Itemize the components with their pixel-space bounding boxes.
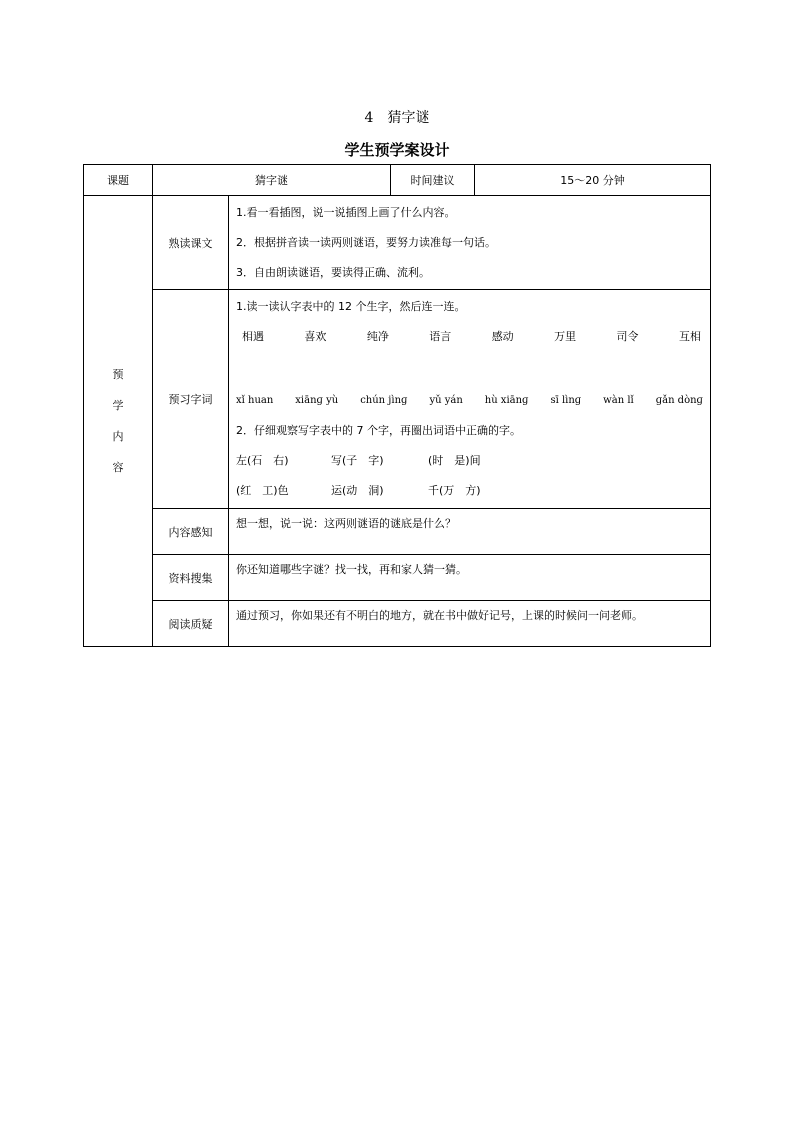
- section-label-reading: 熟读课文: [153, 196, 229, 290]
- side-char: 学: [112, 399, 124, 412]
- vocab-content: [229, 290, 711, 509]
- topic-value: 猜字谜: [153, 165, 391, 196]
- vocab-task-2: 2．仔细观察写字表中的 7 个字，再圈出词语中正确的字。: [236, 424, 521, 437]
- time-value: 15～20 分钟: [475, 165, 711, 196]
- pinyin: wàn lǐ: [603, 395, 634, 406]
- pinyin: ɡǎn dònɡ: [655, 395, 703, 406]
- reading-item: 3．自由朗读谜语，要读得正确、流利。: [236, 266, 430, 279]
- collect-content: [229, 555, 711, 601]
- topic-label: 课题: [84, 165, 153, 196]
- word: 相遇: [242, 330, 264, 343]
- vocab-task-1: 1.读一读认字表中的 12 个生字，然后连一连。: [236, 300, 466, 313]
- word: 司令: [616, 330, 639, 343]
- pinyin: xiānɡ yù: [295, 395, 339, 406]
- pick-item: (时 是)间: [428, 454, 481, 467]
- side-label: [84, 196, 153, 647]
- section-collect: [84, 555, 711, 601]
- section-reading: [84, 196, 711, 290]
- section-perceive: [84, 509, 711, 555]
- section-label-question: 阅读质疑: [153, 601, 229, 647]
- word: 万里: [554, 330, 577, 343]
- preview-table: [83, 164, 711, 647]
- matching-space: [236, 352, 710, 386]
- section-label-collect: 资料搜集: [153, 555, 229, 601]
- word: 喜欢: [304, 330, 327, 343]
- pick-row: [236, 476, 710, 506]
- pick-item: 左(石 右): [236, 454, 289, 467]
- section-vocab: [84, 290, 711, 509]
- side-char: 预: [112, 368, 124, 381]
- question-content: [229, 601, 711, 647]
- reading-content: [229, 196, 711, 290]
- word: 纯净: [366, 330, 389, 343]
- reading-item: 1.看一看插图，说一说插图上画了什么内容。: [236, 206, 456, 219]
- question-text: 通过预习，你如果还有不明白的地方，就在书中做好记号，上课的时候问一问老师。: [236, 609, 643, 622]
- lesson-name: 猜字谜: [387, 110, 430, 126]
- word: 语言: [429, 330, 452, 343]
- side-char: 内: [112, 430, 124, 443]
- pinyin: chún jìnɡ: [360, 395, 408, 406]
- collect-text: 你还知道哪些字谜？找一找，再和家人猜一猜。: [236, 563, 467, 576]
- pick-item: (红 工)色: [236, 484, 289, 497]
- section-label-perceive: 内容感知: [153, 509, 229, 555]
- reading-item: 2．根据拼音读一读两则谜语，要努力读准每一句话。: [236, 236, 496, 249]
- lesson-title: [0, 107, 794, 127]
- info-row: [84, 165, 711, 196]
- word: 感动: [491, 330, 514, 343]
- pick-item: 写(子 字): [331, 454, 384, 467]
- pinyin-list: [236, 386, 710, 416]
- word: 互相: [678, 330, 701, 343]
- pick-row: [236, 446, 710, 476]
- section-label-vocab: 预习字词: [153, 290, 229, 509]
- pick-item: 运(动 洞): [331, 484, 384, 497]
- word-list: [236, 322, 710, 352]
- sheet-title: 学生预学案设计: [344, 141, 450, 159]
- perceive-content: [229, 509, 711, 555]
- lesson-number: 4: [364, 110, 374, 126]
- side-char: 容: [112, 461, 124, 474]
- pinyin: sī lìnɡ: [550, 395, 582, 406]
- time-label: 时间建议: [391, 165, 475, 196]
- pinyin: hù xiānɡ: [484, 395, 529, 406]
- section-question: [84, 601, 711, 647]
- pinyin: xǐ huan: [236, 395, 274, 406]
- pick-item: 千(万 方): [428, 484, 481, 497]
- perceive-text: 想一想，说一说：这两则谜语的谜底是什么？: [236, 517, 456, 530]
- pinyin: yǔ yán: [429, 395, 463, 406]
